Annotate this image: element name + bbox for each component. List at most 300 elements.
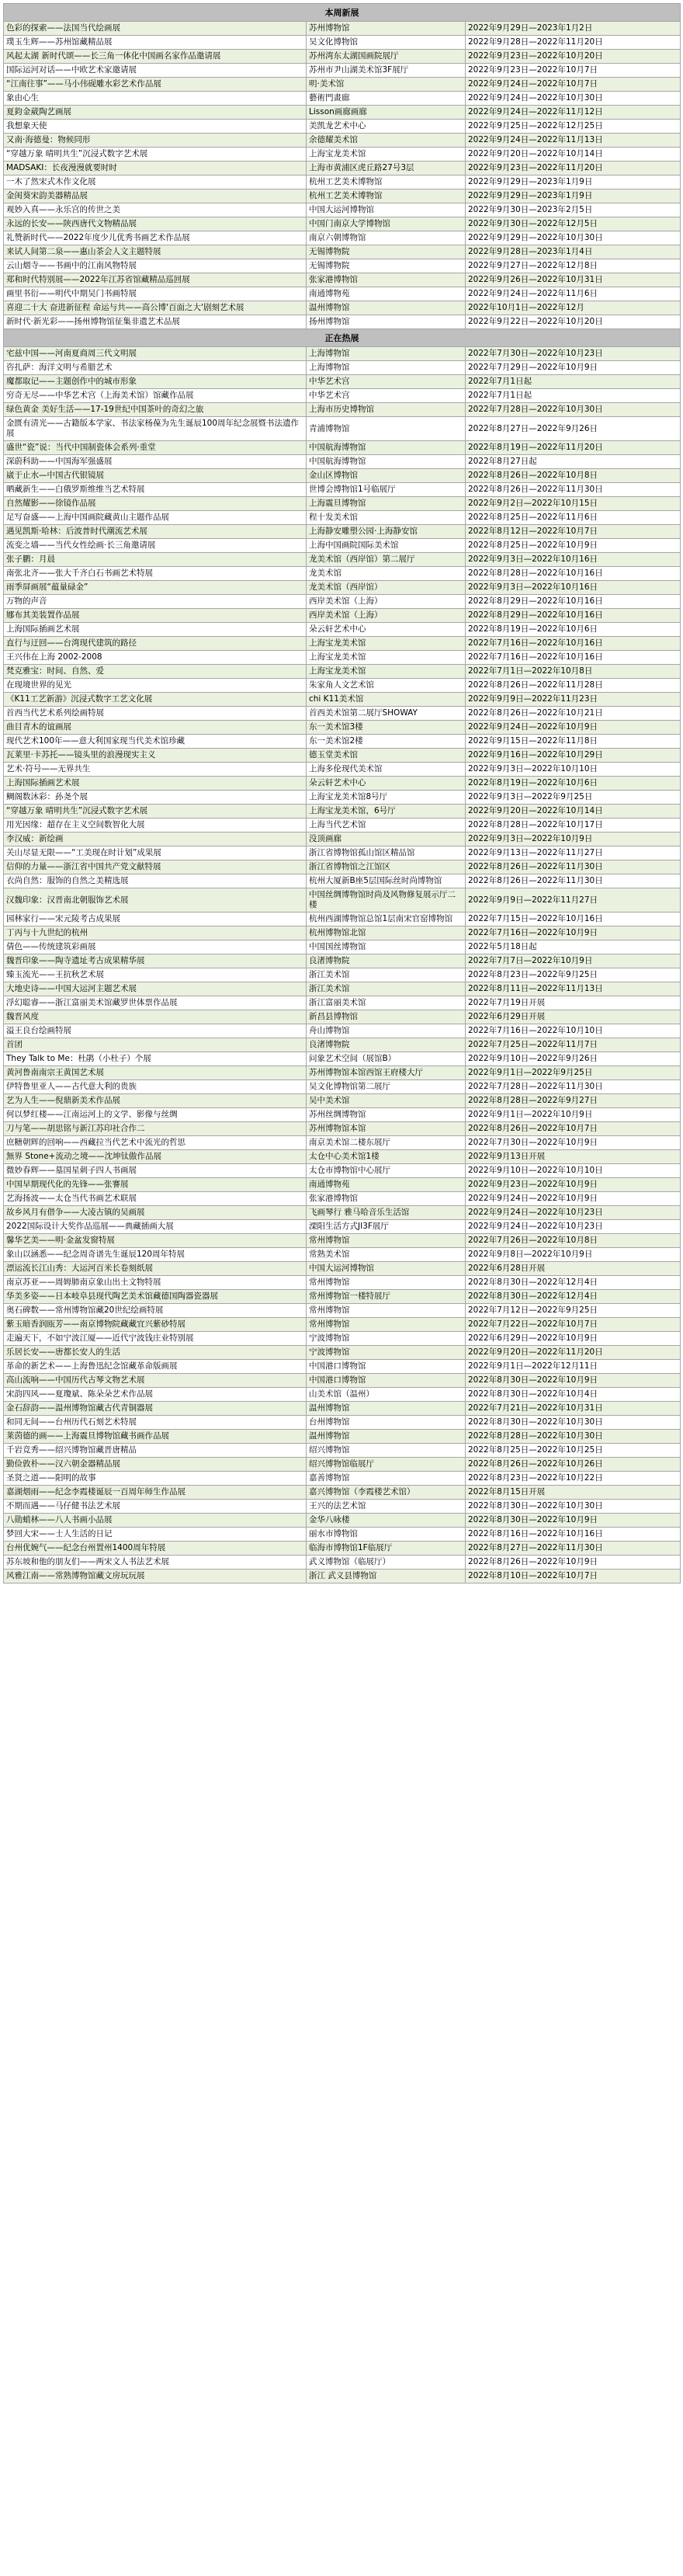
venue-cell: 世博会博物馆1号临展厅 — [307, 483, 466, 497]
table-row — [4, 581, 681, 595]
venue-cell: 台州博物馆 — [307, 1416, 466, 1430]
venue-cell: 上海市黄浦区虎丘路27号3层 — [307, 162, 466, 176]
date-range-cell: 2022年9月24日—2022年10月9日 — [466, 1192, 681, 1206]
date-range-cell: 2022年9月29日—2023年1月9日 — [466, 189, 681, 203]
date-range-cell: 2022年8月25日—2022年11月6日 — [466, 511, 681, 525]
table-row — [4, 315, 681, 329]
date-range-cell: 2022年7月28日—2022年10月30日 — [466, 403, 681, 417]
exhibition-name-cell: 娜布其美装置作品展 — [4, 609, 307, 623]
date-range-cell: 2022年8月26日—2022年11月30日 — [466, 874, 681, 888]
venue-cell: 浙江省博物馆之江馆区 — [307, 860, 466, 874]
table-row — [4, 162, 681, 176]
exhibition-name-cell: 魔都取记——主题创作中的城市形象 — [4, 375, 307, 389]
date-range-cell: 2022年9月13日开展 — [466, 1150, 681, 1164]
exhibition-name-cell: 黄河鲁南南宗王黄国艺术展 — [4, 1066, 307, 1080]
table-row — [4, 1248, 681, 1262]
table-row — [4, 819, 681, 833]
exhibition-name-cell: 色彩的探索——法国当代绘画展 — [4, 22, 307, 36]
table-row — [4, 1542, 681, 1556]
venue-cell: 金华八咏楼 — [307, 1514, 466, 1528]
date-range-cell: 2022年7月19日开展 — [466, 996, 681, 1010]
venue-cell: 浙江美术馆 — [307, 982, 466, 996]
exhibition-name-cell: 华美多姿——日本岐阜县现代陶艺美术馆藏德国陶器瓷器展 — [4, 1290, 307, 1304]
exhibition-name-cell: 何以梦红楼——江南运河上的文学、影像与丝绸 — [4, 1108, 307, 1122]
venue-cell: 苏州博物馆 — [307, 22, 466, 36]
venue-cell: 苏州博物馆本馆 — [307, 1122, 466, 1136]
venue-cell: 温州博物馆 — [307, 1402, 466, 1416]
table-row — [4, 1080, 681, 1094]
date-range-cell: 2022年9月10日—2022年10月10日 — [466, 1164, 681, 1178]
table-row — [4, 1262, 681, 1276]
exhibition-name-cell: 宋韵四风——夏瓊斌、陈朵朵艺术作品展 — [4, 1388, 307, 1402]
venue-cell: 武义博物馆（临展厅） — [307, 1556, 466, 1570]
table-row — [4, 1374, 681, 1388]
date-range-cell: 2022年8月26日—2022年10月8日 — [466, 469, 681, 483]
exhibition-name-cell: 梵克雅宝：时间、自然、爱 — [4, 665, 307, 679]
table-row — [4, 287, 681, 301]
venue-cell: 杭州工艺美术博物馆 — [307, 189, 466, 203]
exhibition-name-cell: 南张北齐——张大千齐白石书画艺术特展 — [4, 567, 307, 581]
table-row — [4, 497, 681, 511]
table-row — [4, 623, 681, 637]
section-header-row — [4, 4, 681, 22]
venue-cell: 中国航海博物馆 — [307, 455, 466, 469]
exhibition-name-cell: 风起太湖 新时代颂——长三角一体化中国画名家作品邀请展 — [4, 50, 307, 64]
date-range-cell: 2022年8月16日—2022年10月16日 — [466, 1528, 681, 1542]
table-row — [4, 609, 681, 623]
exhibition-name-cell: 现代艺术100年——意大利国家现当代美术馆珍藏 — [4, 735, 307, 749]
venue-cell: 上海博物馆 — [307, 347, 466, 361]
date-range-cell: 2022年8月27日起 — [466, 455, 681, 469]
exhibition-name-cell: 乐居长安——唐都长安人的生活 — [4, 1346, 307, 1360]
date-range-cell: 2022年9月29日—2023年1月2日 — [466, 22, 681, 36]
table-row — [4, 36, 681, 50]
venue-cell: 中国港口博物馆 — [307, 1360, 466, 1374]
exhibition-name-cell: 艺术·符号——无界共生 — [4, 763, 307, 777]
exhibition-name-cell: MADSAKI：长夜漫漫就要时时 — [4, 162, 307, 176]
table-row — [4, 791, 681, 805]
exhibition-name-cell: 倩色——传统建筑彩画展 — [4, 940, 307, 954]
date-range-cell: 2022年7月21日—2022年10月31日 — [466, 1402, 681, 1416]
table-row — [4, 1528, 681, 1542]
date-range-cell: 2022年7月22日—2022年10月7日 — [466, 1318, 681, 1332]
table-row — [4, 846, 681, 860]
table-row — [4, 954, 681, 968]
venue-cell: 中国航海博物馆 — [307, 441, 466, 455]
date-range-cell: 2022年8月26日—2022年10月9日 — [466, 1556, 681, 1570]
table-row — [4, 50, 681, 64]
table-row — [4, 567, 681, 581]
exhibition-name-cell: 中国早期现代化的先锋——张謇展 — [4, 1178, 307, 1192]
venue-cell: 浙江富丽美术馆 — [307, 996, 466, 1010]
exhibition-name-cell: 又南·海德曼：物候同形 — [4, 134, 307, 148]
date-range-cell: 2022年7月16日—2022年10月9日 — [466, 926, 681, 940]
venue-cell: 中华艺术宫 — [307, 389, 466, 403]
table-row — [4, 106, 681, 120]
venue-cell: 没顶画廊 — [307, 833, 466, 846]
exhibition-name-cell: 革命的新艺术——上海鲁迅纪念馆藏革命版画展 — [4, 1360, 307, 1374]
venue-cell: 丽水市博物馆 — [307, 1528, 466, 1542]
venue-cell: 良渚博物院 — [307, 954, 466, 968]
venue-cell: 德玉堂美术馆 — [307, 749, 466, 763]
date-range-cell: 2022年8月26日—2022年10月26日 — [466, 1458, 681, 1472]
exhibition-name-cell: 绿色黄金 美好生活——17-19世纪中国茶叶的奇幻之旅 — [4, 403, 307, 417]
table-row — [4, 1094, 681, 1108]
venue-cell: 上海市历史博物馆 — [307, 403, 466, 417]
venue-cell: 杭州西湖博物馆总馆1层南宋官窑博物馆 — [307, 913, 466, 926]
date-range-cell: 2022年8月30日—2022年12月4日 — [466, 1290, 681, 1304]
exhibition-name-cell: 汉魏印象：汉晋南北朝服饰艺术展 — [4, 888, 307, 913]
date-range-cell: 2022年9月3日—2022年9月25日 — [466, 791, 681, 805]
exhibition-name-cell: 园林家行——宋元陵考古成果展 — [4, 913, 307, 926]
date-range-cell: 2022年8月15日开展 — [466, 1486, 681, 1500]
exhibition-name-cell: 咨扎萨：海洋文明与希腊艺术 — [4, 361, 307, 375]
date-range-cell: 2022年8月30日—2022年12月4日 — [466, 1276, 681, 1290]
venue-cell: 龙美术馆（西岸馆） — [307, 581, 466, 595]
exhibition-name-cell: 永远的长安——陕西唐代文物精品展 — [4, 217, 307, 231]
table-row — [4, 203, 681, 217]
date-range-cell: 2022年7月15日—2022年10月16日 — [466, 913, 681, 926]
table-row — [4, 1332, 681, 1346]
exhibition-name-cell: 万物的声音 — [4, 595, 307, 609]
table-row — [4, 805, 681, 819]
table-row — [4, 1108, 681, 1122]
date-range-cell: 2022年8月12日—2022年10月7日 — [466, 525, 681, 539]
venue-cell: 杭州博物馆北馆 — [307, 926, 466, 940]
date-range-cell: 2022年8月19日—2022年10月6日 — [466, 623, 681, 637]
venue-cell: 明·美术馆 — [307, 78, 466, 92]
date-range-cell: 2022年8月28日—2022年10月30日 — [466, 1430, 681, 1444]
date-range-cell: 2022年9月1日—2022年9月25日 — [466, 1066, 681, 1080]
exhibition-name-cell: 溢王良台绘画特展 — [4, 1024, 307, 1038]
venue-cell: 常州博物馆 — [307, 1318, 466, 1332]
table-row — [4, 301, 681, 315]
table-row — [4, 1150, 681, 1164]
venue-cell: 上海宝龙美术馆 — [307, 148, 466, 162]
table-row — [4, 1122, 681, 1136]
exhibition-name-cell: 上海国际插画艺术展 — [4, 623, 307, 637]
date-range-cell: 2022年7月1日起 — [466, 389, 681, 403]
date-range-cell: 2022年7月25日—2022年11月7日 — [466, 1038, 681, 1052]
venue-cell: Lisson画廊画廊 — [307, 106, 466, 120]
table-row — [4, 1304, 681, 1318]
date-range-cell: 2022年9月23日—2022年10月9日 — [466, 1178, 681, 1192]
date-range-cell: 2022年9月22日—2022年10月20日 — [466, 315, 681, 329]
venue-cell: 龙美术馆 — [307, 567, 466, 581]
table-row — [4, 120, 681, 134]
exhibition-name-cell: 上海国际插画艺术展 — [4, 777, 307, 791]
table-row — [4, 417, 681, 441]
venue-cell: 中国大运河博物馆 — [307, 203, 466, 217]
venue-cell: 张家港博物馆 — [307, 273, 466, 287]
date-range-cell: 2022年9月15日—2022年11月8日 — [466, 735, 681, 749]
exhibition-name-cell: 象由心生 — [4, 92, 307, 106]
date-range-cell: 2022年9月1日—2022年12月11日 — [466, 1360, 681, 1374]
venue-cell: 无锡博物院 — [307, 259, 466, 273]
venue-cell: 扬州博物馆 — [307, 315, 466, 329]
exhibition-name-cell: 千岩竞秀——绍兴博物馆藏晋唐精品 — [4, 1444, 307, 1458]
date-range-cell: 2022年9月24日—2022年10月30日 — [466, 92, 681, 106]
date-range-cell: 2022年8月10日—2022年10月7日 — [466, 1570, 681, 1583]
table-row — [4, 637, 681, 651]
date-range-cell: 2022年9月3日—2022年10月10日 — [466, 763, 681, 777]
venue-cell: 常州博物馆 — [307, 1234, 466, 1248]
table-row — [4, 860, 681, 874]
table-row — [4, 441, 681, 455]
venue-cell: 上海宝龙美术馆 — [307, 637, 466, 651]
date-range-cell: 2022年7月28日—2022年11月30日 — [466, 1080, 681, 1094]
exhibition-name-cell: 圣贤之道——阳明的故事 — [4, 1472, 307, 1486]
exhibition-name-cell: 我想象天使 — [4, 120, 307, 134]
date-range-cell: 2022年8月30日—2022年10月9日 — [466, 1514, 681, 1528]
exhibition-name-cell: 和同无间——台州历代石刻艺术特展 — [4, 1416, 307, 1430]
table-row — [4, 539, 681, 553]
venue-cell: 上海震旦博物馆 — [307, 497, 466, 511]
table-row — [4, 511, 681, 525]
date-range-cell: 2022年9月30日—2023年2月5日 — [466, 203, 681, 217]
venue-cell: 苏州湾东太湖国画院展厅 — [307, 50, 466, 64]
table-row — [4, 1500, 681, 1514]
venue-cell: 飞画琴行 雅马哈音乐生活馆 — [307, 1206, 466, 1220]
date-range-cell: 2022年9月23日—2022年10月20日 — [466, 50, 681, 64]
date-range-cell: 2022年7月30日—2022年10月9日 — [466, 1136, 681, 1150]
table-row — [4, 1038, 681, 1052]
exhibition-table — [3, 3, 681, 1583]
date-range-cell: 2022年9月8日—2022年10月9日 — [466, 1248, 681, 1262]
exhibition-name-cell: 莱茵德的画——上海震旦博物馆藏书画作品展 — [4, 1430, 307, 1444]
table-row — [4, 1318, 681, 1332]
exhibition-name-cell: They Talk to Me：杜鹃（小杜子）个展 — [4, 1052, 307, 1066]
venue-cell: 苏州市尹山湖美术馆3F展厅 — [307, 64, 466, 78]
table-row — [4, 403, 681, 417]
exhibition-name-cell: 一木了然宋式木作文化展 — [4, 176, 307, 189]
venue-cell: 无锡博物院 — [307, 245, 466, 259]
date-range-cell: 2022年9月24日—2022年10月23日 — [466, 1206, 681, 1220]
date-range-cell: 2022年6月28日开展 — [466, 1262, 681, 1276]
date-range-cell: 2022年9月28日—2022年11月20日 — [466, 36, 681, 50]
exhibition-name-cell: 大地史诗——中国大运河主题艺术展 — [4, 982, 307, 996]
venue-cell: 藝術門畫廊 — [307, 92, 466, 106]
exhibition-name-cell: 风雅江南——常熟博物馆藏文房玩玩展 — [4, 1570, 307, 1583]
date-range-cell: 2022年7月26日—2022年10月8日 — [466, 1234, 681, 1248]
table-row — [4, 92, 681, 106]
venue-cell: 杭州大厦新B座5层国际丝时尚博物馆 — [307, 874, 466, 888]
venue-cell: 浙江美术馆 — [307, 968, 466, 982]
table-row — [4, 1444, 681, 1458]
date-range-cell: 2022年9月24日—2022年11月12日 — [466, 106, 681, 120]
exhibition-name-cell: 嘉湖烟雨——纪念李霞楼诞辰一百周年师生作品展 — [4, 1486, 307, 1500]
venue-cell: 常熟美术馆 — [307, 1248, 466, 1262]
section-title: 本周新展 — [4, 4, 681, 22]
table-row — [4, 749, 681, 763]
table-row — [4, 389, 681, 403]
date-range-cell: 2022年8月30日—2022年10月30日 — [466, 1500, 681, 1514]
table-row — [4, 1458, 681, 1472]
table-row — [4, 1024, 681, 1038]
date-range-cell: 2022年9月10日—2022年9月26日 — [466, 1052, 681, 1066]
table-row — [4, 231, 681, 245]
venue-cell: 浙江省博物馆孤山馆区精品馆 — [307, 846, 466, 860]
table-row — [4, 148, 681, 162]
table-row — [4, 176, 681, 189]
exhibition-name-cell: 自然耀影——徐镜作品展 — [4, 497, 307, 511]
exhibition-name-cell: 关山尽显无限——“工美现在时计划”成果展 — [4, 846, 307, 860]
exhibition-name-cell: 王兴伟在上海 2002-2008 — [4, 651, 307, 665]
date-range-cell: 2022年9月20日—2022年11月20日 — [466, 1346, 681, 1360]
venue-cell: 上海静安雕塑公园·上海静安馆 — [307, 525, 466, 539]
date-range-cell: 2022年10月1日—2022年12月 — [466, 301, 681, 315]
exhibition-name-cell: 浮幻聪睿——浙江富丽美术馆藏罗世体票作品展 — [4, 996, 307, 1010]
exhibition-name-cell: 紫玉暗香润瓯芳——南京博物院藏藏宜兴紫砂特展 — [4, 1318, 307, 1332]
exhibition-name-cell: 曲目青木的谊画展 — [4, 721, 307, 735]
exhibition-name-cell: 夏鈞金葳陶艺画展 — [4, 106, 307, 120]
date-range-cell: 2022年8月23日—2022年10月22日 — [466, 1472, 681, 1486]
date-range-cell: 2022年8月27日—2022年11月30日 — [466, 1542, 681, 1556]
date-range-cell: 2022年8月27日—2022年9月26日 — [466, 417, 681, 441]
table-row — [4, 913, 681, 926]
table-row — [4, 1430, 681, 1444]
date-range-cell: 2022年9月2日—2022年10月15日 — [466, 497, 681, 511]
date-range-cell: 2022年9月26日—2022年10月31日 — [466, 273, 681, 287]
table-row — [4, 996, 681, 1010]
venue-cell: 常州博物馆 — [307, 1304, 466, 1318]
exhibition-name-cell: 《K11工艺新游》沉浸式数字工艺文化展 — [4, 693, 307, 707]
venue-cell: 青浦博物馆 — [307, 417, 466, 441]
table-row — [4, 1402, 681, 1416]
venue-cell: 西岸美术馆（上海） — [307, 595, 466, 609]
date-range-cell: 2022年8月26日—2022年11月30日 — [466, 483, 681, 497]
table-row — [4, 1416, 681, 1430]
exhibition-name-cell: 璞玉生辉——苏州馆藏精品展 — [4, 36, 307, 50]
venue-cell: 上海宝龙美术馆 — [307, 651, 466, 665]
date-range-cell: 2022年9月16日—2022年10月29日 — [466, 749, 681, 763]
venue-cell: 问象艺术空间（展馆B） — [307, 1052, 466, 1066]
date-range-cell: 2022年9月9日—2022年11月27日 — [466, 888, 681, 913]
exhibition-name-cell: 八勋蛸林——八人书画小品展 — [4, 1514, 307, 1528]
exhibition-name-cell: 宅兹中国——河南夏商周三代文明展 — [4, 347, 307, 361]
table-row — [4, 361, 681, 375]
date-range-cell: 2022年8月29日—2022年10月16日 — [466, 609, 681, 623]
exhibition-name-cell: 金闺葵宋韵美器精品展 — [4, 189, 307, 203]
date-range-cell: 2022年7月1日—2022年10月8日 — [466, 665, 681, 679]
date-range-cell: 2022年9月27日—2022年12月8日 — [466, 259, 681, 273]
venue-cell: 嘉兴博物馆（李霞楼艺术馆） — [307, 1486, 466, 1500]
exhibition-name-cell: 盛世“瓷”说：当代中国制瓷体会系列·重堂 — [4, 441, 307, 455]
date-range-cell: 2022年9月30日—2022年12月5日 — [466, 217, 681, 231]
table-row — [4, 553, 681, 567]
date-range-cell: 2022年9月3日—2022年10月9日 — [466, 833, 681, 846]
venue-cell: 张家港博物馆 — [307, 1192, 466, 1206]
venue-cell: 中华艺术宫 — [307, 375, 466, 389]
exhibition-name-cell: 遇见凯斯·哈林：后波普时代潮流艺术展 — [4, 525, 307, 539]
venue-cell: 首西美术馆第二展厅SHOWAY — [307, 707, 466, 721]
date-range-cell: 2022年9月1日—2022年10月9日 — [466, 1108, 681, 1122]
table-row — [4, 217, 681, 231]
table-row — [4, 64, 681, 78]
venue-cell: 朵云轩艺术中心 — [307, 623, 466, 637]
table-row — [4, 679, 681, 693]
table-row — [4, 1514, 681, 1528]
venue-cell: 西岸美术馆（上海） — [307, 609, 466, 623]
venue-cell: 东一美术馆3楼 — [307, 721, 466, 735]
exhibition-name-cell: 刀与笔——胡思铭与新江苏印社合作二 — [4, 1122, 307, 1136]
table-row — [4, 1290, 681, 1304]
venue-cell: 温州博物馆 — [307, 301, 466, 315]
exhibition-name-cell: 流变之墙——当代女性绘画·长三角邀请展 — [4, 539, 307, 553]
exhibition-name-cell: 2022国际设计大奖作品巡展——典藏插画大展 — [4, 1220, 307, 1234]
venue-cell: 上海宝龙美术馆 — [307, 665, 466, 679]
venue-cell: 南通博物苑 — [307, 287, 466, 301]
venue-cell: 上海中国画院国际美术馆 — [307, 539, 466, 553]
date-range-cell: 2022年7月1日起 — [466, 375, 681, 389]
venue-cell: 南京美术馆二楼东展厅 — [307, 1136, 466, 1150]
venue-cell: 吴中美术馆 — [307, 1094, 466, 1108]
date-range-cell: 2022年8月30日—2022年10月4日 — [466, 1388, 681, 1402]
exhibition-name-cell: 郑和时代特别展——2022年江苏省馆藏精品巡回展 — [4, 273, 307, 287]
table-row — [4, 763, 681, 777]
date-range-cell: 2022年9月24日—2022年10月23日 — [466, 1220, 681, 1234]
table-row — [4, 455, 681, 469]
date-range-cell: 2022年8月28日—2022年9月27日 — [466, 1094, 681, 1108]
table-row — [4, 1178, 681, 1192]
exhibition-name-cell: 勤俭敦朴——汉六朝金器精品展 — [4, 1458, 307, 1472]
date-range-cell: 2022年8月26日—2022年11月30日 — [466, 860, 681, 874]
exhibition-name-cell: 新时代·新光彩——扬州博物馆征集非遗艺术品展 — [4, 315, 307, 329]
date-range-cell: 2022年8月26日—2022年10月7日 — [466, 1122, 681, 1136]
date-range-cell: 2022年9月13日—2022年11月27日 — [466, 846, 681, 860]
venue-cell: 太仓中心美术馆1楼 — [307, 1150, 466, 1164]
venue-cell: chi K11美术馆 — [307, 693, 466, 707]
exhibition-name-cell: 直行与迂回——台湾现代建筑的路径 — [4, 637, 307, 651]
table-row — [4, 1472, 681, 1486]
exhibition-name-cell: 金石辞韵——温州博物馆藏古代青铜器展 — [4, 1402, 307, 1416]
venue-cell: 上海多伦现代美术馆 — [307, 763, 466, 777]
venue-cell: 山美术馆（温州） — [307, 1388, 466, 1402]
exhibition-name-cell: 画里书衍——明代中期吴门书画特展 — [4, 287, 307, 301]
table-row — [4, 1388, 681, 1402]
table-row — [4, 1066, 681, 1080]
venue-cell: 程十发美术馆 — [307, 511, 466, 525]
venue-cell: 中国港口博物馆 — [307, 1374, 466, 1388]
venue-cell: 吴文化博物馆 — [307, 36, 466, 50]
table-row — [4, 874, 681, 888]
exhibition-name-cell: 鲷阁数沐彩：孙尧个展 — [4, 791, 307, 805]
table-row — [4, 134, 681, 148]
section-header-row — [4, 329, 681, 347]
venue-cell: 新昌县博物馆 — [307, 1010, 466, 1024]
date-range-cell: 2022年7月30日—2022年10月23日 — [466, 347, 681, 361]
exhibition-name-cell: 苏东坡和他的朋友们——两宋文人书法艺术展 — [4, 1556, 307, 1570]
exhibition-name-cell: 喜迎二十大 奋进新征程 命运与共——高公博'百面之大'剧刻艺术展 — [4, 301, 307, 315]
exhibition-name-cell: 奥石碑数——常州博物馆藏20世纪绘画特展 — [4, 1304, 307, 1318]
exhibition-name-cell: “穿越万象 晴明共生”沉浸式数字艺术展 — [4, 805, 307, 819]
table-row — [4, 833, 681, 846]
table-row — [4, 1192, 681, 1206]
exhibition-name-cell: 国际运河对话——中欧艺术家邀请展 — [4, 64, 307, 78]
table-row — [4, 1556, 681, 1570]
table-row — [4, 1206, 681, 1220]
venue-cell: 杭州工艺美术博物馆 — [307, 176, 466, 189]
date-range-cell: 2022年7月16日—2022年10月16日 — [466, 651, 681, 665]
table-row — [4, 1010, 681, 1024]
exhibition-name-cell: 臻玉流光——王抗秋艺术展 — [4, 968, 307, 982]
venue-cell: 上海宝龙美术馆8号厅 — [307, 791, 466, 805]
exhibition-name-cell: 在现境世界的见光 — [4, 679, 307, 693]
exhibition-name-cell: 晒藏新生——白俄罗斯维维当艺术特展 — [4, 483, 307, 497]
exhibition-name-cell: 象山以涵悉——纪念周奇谱先生诞辰120周年特展 — [4, 1248, 307, 1262]
venue-cell: 龙美术馆（西岸馆）第二展厅 — [307, 553, 466, 567]
table-row — [4, 721, 681, 735]
